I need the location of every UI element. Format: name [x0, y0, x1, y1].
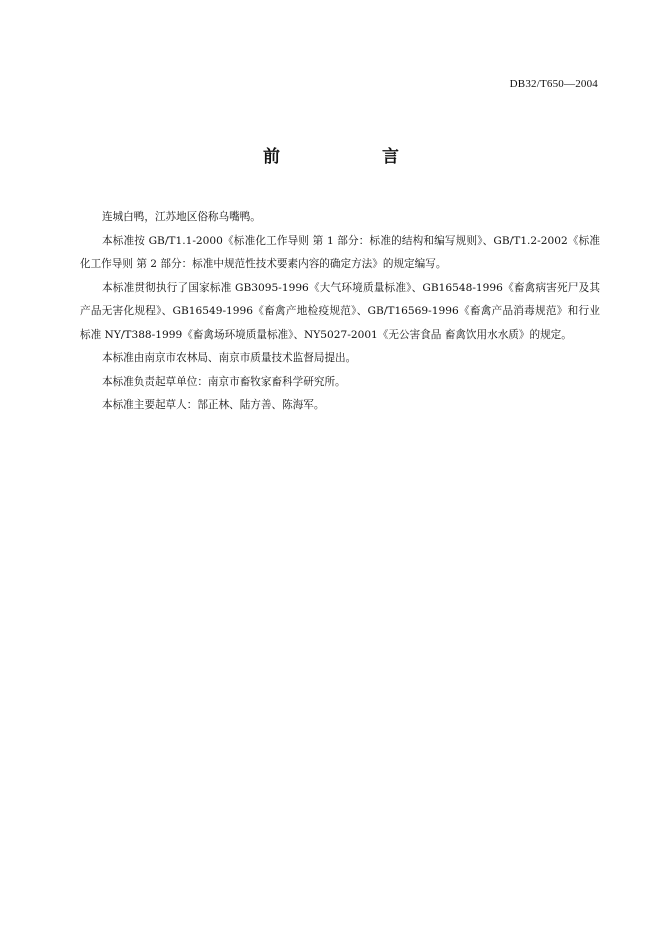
- foreword-body: [80, 206, 600, 418]
- paragraph-drafting-rules: 本标准按 GB/T1.1-2000《标准化工作导则 第 1 部分：标准的结构和编写规则》、GB/T1.2-2002《标准化工作导则 第 2 部分：标准中规范性技术要素内容的确定方法》的规定编写。: [80, 234, 600, 270]
- page-title: 前 言: [263, 147, 447, 167]
- paragraph-drafters: 本标准主要起草人：郜正林、陆方善、陈海军。: [102, 399, 325, 411]
- document-code: DB32/T650—2004: [509, 78, 598, 90]
- paragraph-referenced-standards: 本标准贯彻执行了国家标准 GB3095-1996《大气环境质量标准》、GB16548-1996《畜禽病害死尸及其产品无害化规程》、GB16549-1996《畜禽产地检疫规范》、GB/T16569-1996《畜禽产品消毒规范》和行业标准 NY/T388-1999《畜禽场环境质量标准》、NY5027-2001《无公害食品 畜禽饮用水水质》的规定。: [80, 281, 600, 341]
- paragraph-drafting-unit: 本标准负责起草单位：南京市畜牧家畜科学研究所。: [102, 375, 346, 388]
- paragraph-proposer: 本标准由南京市农林局、南京市质量技术监督局提出。: [102, 352, 357, 364]
- paragraph-intro: 连城白鸭，江苏地区俗称乌嘴鸭。: [102, 211, 261, 223]
